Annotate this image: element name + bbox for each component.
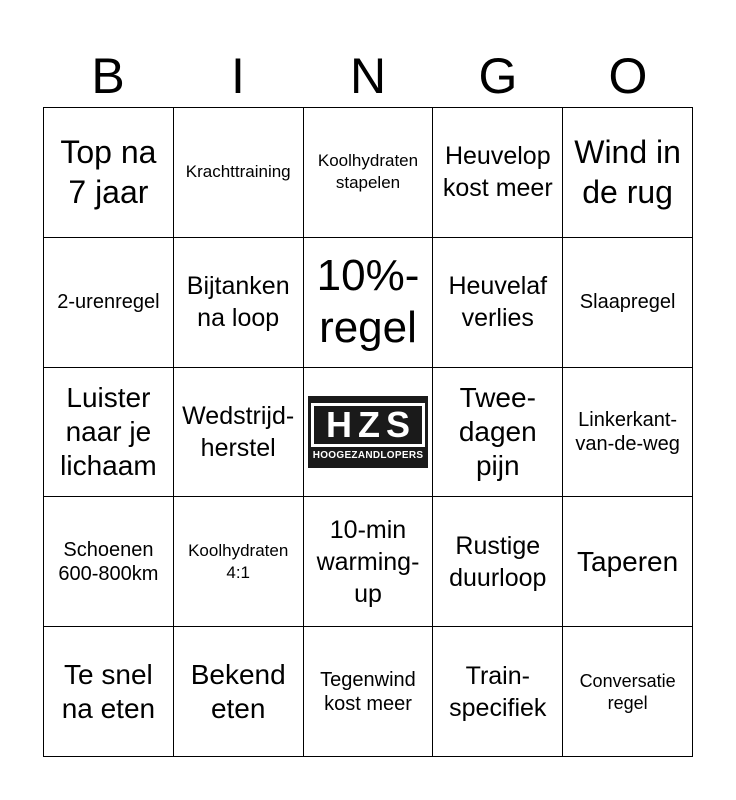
bingo-grid <box>43 107 693 757</box>
bingo-cell[interactable]: Koolhydraten stapelen <box>304 108 434 238</box>
header-letter-g: G <box>478 48 518 104</box>
bingo-cell[interactable]: Bijtanken na loop <box>174 238 304 368</box>
header-letter-i: I <box>231 48 245 104</box>
header-letter-n: N <box>349 48 387 104</box>
bingo-cell[interactable]: Rustige duurloop <box>433 497 563 627</box>
bingo-cell[interactable]: Taperen <box>563 497 693 627</box>
bingo-cell[interactable]: Te snel na eten <box>44 627 174 757</box>
header-letter-b: B <box>91 48 125 104</box>
hzs-logo <box>308 396 428 468</box>
bingo-header <box>43 48 693 104</box>
logo-text: HZS <box>311 403 425 447</box>
logo-subtext: HOOGEZANDLOPERS <box>312 449 424 461</box>
bingo-cell[interactable]: Slaapregel <box>563 238 693 368</box>
bingo-cell[interactable]: Conversatie regel <box>563 627 693 757</box>
bingo-cell[interactable]: 10-min warming-up <box>304 497 434 627</box>
bingo-cell[interactable]: 2-urenregel <box>44 238 174 368</box>
bingo-cell[interactable]: Heuvelop kost meer <box>433 108 563 238</box>
bingo-cell[interactable]: Koolhydraten 4:1 <box>174 497 304 627</box>
bingo-cell[interactable]: Heuvelaf verlies <box>433 238 563 368</box>
bingo-cell[interactable]: Top na 7 jaar <box>44 108 174 238</box>
bingo-cell[interactable]: Tegenwind kost meer <box>304 627 434 757</box>
bingo-cell[interactable]: Train-specifiek <box>433 627 563 757</box>
bingo-cell[interactable]: Schoenen 600-800km <box>44 497 174 627</box>
bingo-cell[interactable]: Krachttraining <box>174 108 304 238</box>
bingo-cell[interactable]: Luister naar je lichaam <box>44 368 174 498</box>
bingo-cell[interactable]: Bekend eten <box>174 627 304 757</box>
bingo-cell[interactable]: Linkerkant-van-de-weg <box>563 368 693 498</box>
free-space-cell[interactable] <box>304 368 434 498</box>
bingo-cell[interactable]: 10%-regel <box>304 238 434 368</box>
bingo-cell[interactable]: Wind in de rug <box>563 108 693 238</box>
bingo-cell[interactable]: Twee-dagen pijn <box>433 368 563 498</box>
header-letter-o: O <box>608 48 648 104</box>
bingo-cell[interactable]: Wedstrijd-herstel <box>174 368 304 498</box>
